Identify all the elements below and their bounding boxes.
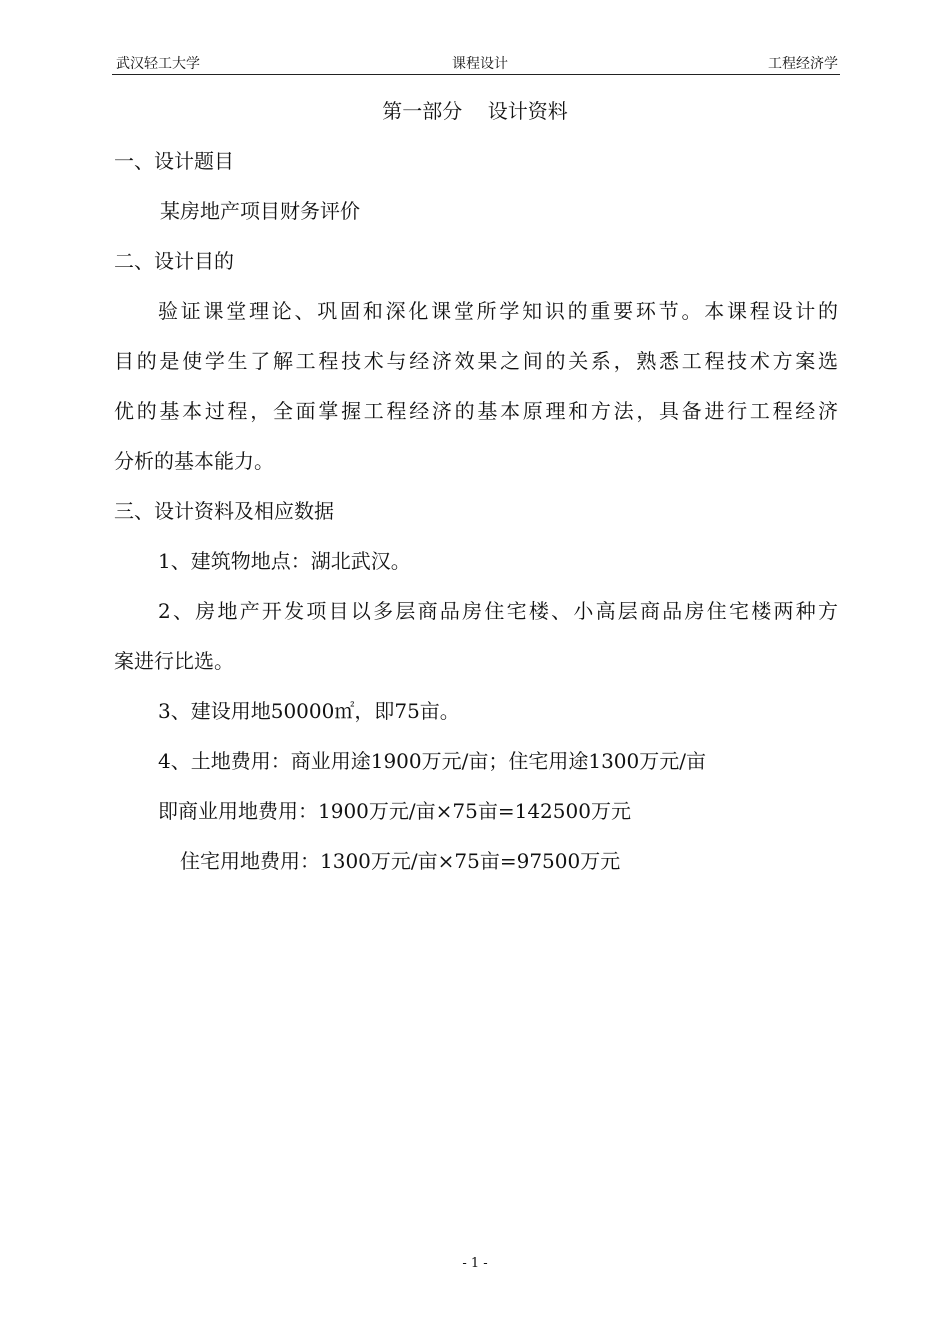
commercial-land-fee: 即商业用地费用：1900万元/亩×75亩=142500万元 <box>158 799 631 823</box>
section2-line-1: 验证课堂理论、巩固和深化课堂所学知识的重要环节。本课程设计的 <box>158 299 838 323</box>
page-title: 第一部分 设计资料 <box>382 99 568 123</box>
page-header <box>112 56 840 75</box>
header-university: 武汉轻工大学 <box>116 56 200 72</box>
header-course-type: 课程设计 <box>452 56 508 72</box>
section2-line-4: 分析的基本能力。 <box>114 449 274 473</box>
section1-heading: 一、设计题目 <box>114 149 234 173</box>
section3-heading: 三、设计资料及相应数据 <box>114 499 334 523</box>
residential-land-fee: 住宅用地费用：1300万元/亩×75亩=97500万元 <box>180 849 621 873</box>
header-subject: 工程经济学 <box>768 56 838 72</box>
section3-item-1: 1、建筑物地点：湖北武汉。 <box>158 549 411 573</box>
section2-heading: 二、设计目的 <box>114 249 234 273</box>
section2-line-2: 目的是使学生了解工程技术与经济效果之间的关系，熟悉工程技术方案选 <box>114 349 838 373</box>
section2-line-3: 优的基本过程，全面掌握工程经济的基本原理和方法，具备进行工程经济 <box>114 399 838 423</box>
section3-item-2-line-1: 2、房地产开发项目以多层商品房住宅楼、小高层商品房住宅楼两种方 <box>158 599 838 623</box>
section2-paragraph <box>114 286 838 486</box>
section3-item-3: 3、建设用地50000㎡，即75亩。 <box>158 699 460 723</box>
section1-content: 某房地产项目财务评价 <box>160 199 360 223</box>
section3-item-2-line-2: 案进行比选。 <box>114 649 234 673</box>
section3-item-2 <box>114 586 838 686</box>
page-number: - 1 - <box>462 1256 488 1271</box>
section3-item-4: 4、土地费用：商业用途1900万元/亩；住宅用途1300万元/亩 <box>158 749 706 773</box>
